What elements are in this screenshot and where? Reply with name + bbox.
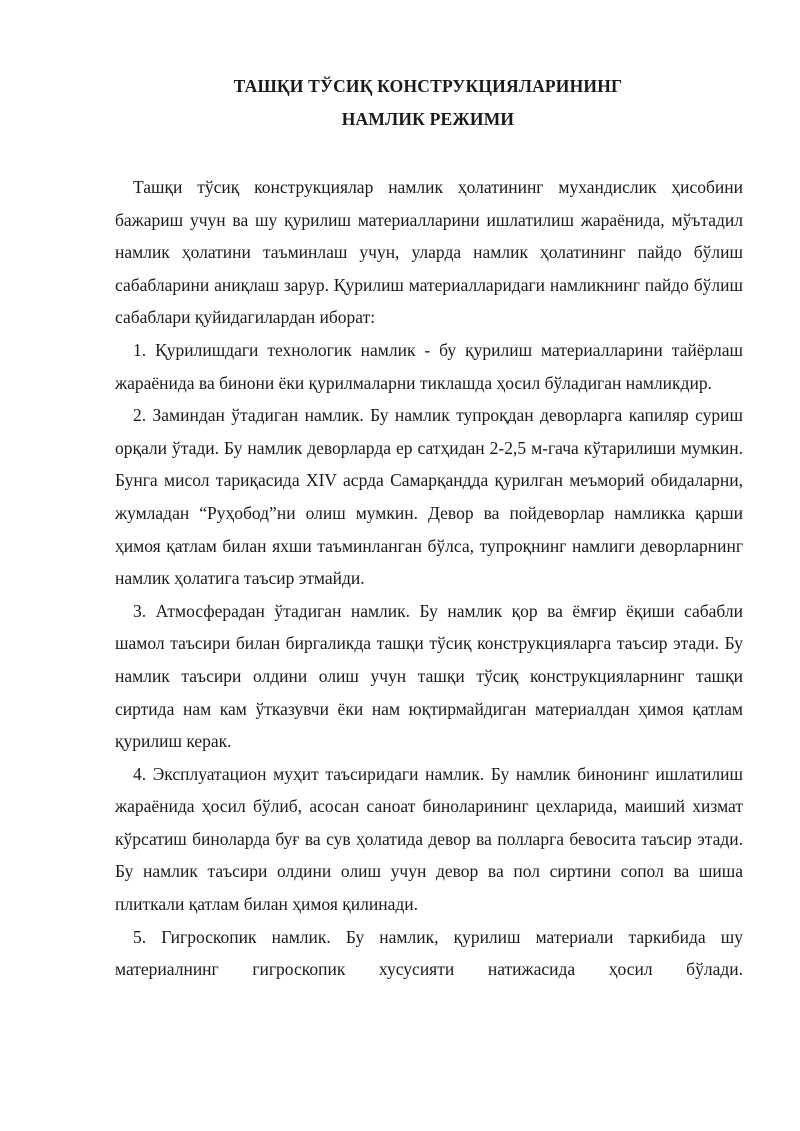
paragraph-item-1: 1. Қурилишдаги технологик намлик - бу қурилиш материалларини тайёрлаш жараёнида ва бинони ёки қурилмаларни тиклашда ҳосил бўладиган намликдир. <box>115 339 743 393</box>
document-title-line-1: ТАШҚИ ТЎСИҚ КОНСТРУКЦИЯЛАРИНИНГ <box>233 76 623 96</box>
paragraph-item-5: 5. Гигроскопик намлик. Бу намлик, қурилиш материали таркибида шу материалнинг гигроскопик хусусияти натижасида ҳосил бўлади. <box>115 926 743 980</box>
paragraph-item-4: 4. Эксплуатацион муҳит таъсиридаги намлик. Бу намлик бинонинг ишлатилиш жараёнида ҳосил бўлиб, асосан саноат биноларининг цехларида, маиший хизмат кўрсатиш биноларда буғ ва сув ҳолатида девор ва полларга бевосита таъсир этади. Бу намлик таъсири олдини олиш учун девор ва пол сиртини сопол ва шиша плиткали қатлам билан ҳимоя қилинади. <box>115 763 743 915</box>
document-title-line-2: НАМЛИК РЕЖИМИ <box>341 109 515 129</box>
paragraph-item-2: 2. Заминдан ўтадиган намлик. Бу намлик тупроқдан деворларга капиляр суриш орқали ўтади. Бу намлик деворларда ер сатҳидан 2-2,5 м-гача кўтарилиши мумкин. Бунга мисол тариқасида XIV асрда Самарқандда қурилган меъморий обидаларни, жумладан “Руҳобод”ни олиш мумкин. Девор ва пойдеворлар намликка қарши ҳимоя қатлам билан яхши таъминланган бўлса, тупроқнинг намлиги деворларнинг намлик ҳолатига таъсир этмайди. <box>115 405 743 589</box>
document-body <box>115 171 743 986</box>
paragraph-item-3: 3. Атмосферадан ўтадиган намлик. Бу намлик қор ва ёмғир ёқиши сабабли шамол таъсири билан биргаликда ташқи тўсиқ конструкцияларга таъсир этади. Бу намлик таъсири олдини олиш учун ташқи тўсиқ конструкцияларнинг ташқи сиртида нам кам ўтказувчи ёки нам юқтирмайдиган материалдан ҳимоя қатлам қурилиш керак. <box>115 600 743 752</box>
paragraph-intro: Ташқи тўсиқ конструкциялар намлик ҳолатининг мухандислик ҳисобини бажариш учун ва шу қурилиш материалларини ишлатилиш жараёнида, мўътадил намлик ҳолатини таъминлаш учун, уларда намлик ҳолатининг пайдо бўлиш сабабларини аниқлаш зарур. Қурилиш материалларидаги намликнинг пайдо бўлиш сабаблари қуйидагилардан иборат: <box>115 177 743 328</box>
